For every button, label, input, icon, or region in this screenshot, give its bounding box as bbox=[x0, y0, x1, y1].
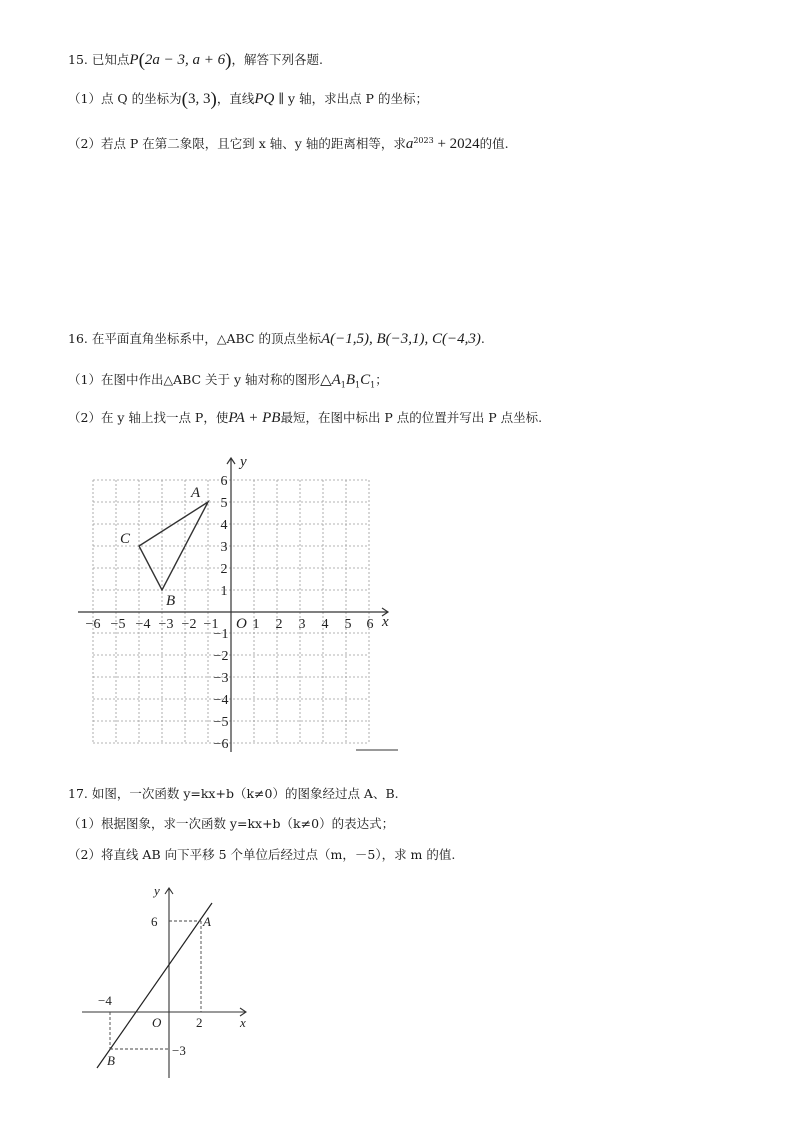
x-tick-label: 6 bbox=[366, 617, 374, 632]
axes bbox=[82, 888, 246, 1078]
x-tick-label: −3 bbox=[158, 617, 174, 632]
point-label-a: A bbox=[191, 485, 201, 501]
x-tick-label: −6 bbox=[85, 617, 101, 632]
y-tick-label: −4 bbox=[213, 693, 229, 708]
q15-part2: （2）若点 P 在第二象限，且它到 x 轴、y 轴的距离相等，求$a^{2023} + 2024$的值. bbox=[68, 136, 509, 153]
x-tick-label: 5 bbox=[344, 617, 352, 632]
x-tick-label: −5 bbox=[110, 617, 126, 632]
graph-label-neg3: −3 bbox=[172, 1043, 186, 1058]
y-tick-label: −6 bbox=[213, 737, 229, 752]
y-tick-label: −2 bbox=[213, 649, 229, 664]
graph-label-6: 6 bbox=[151, 914, 158, 929]
q15-stem: 15. 已知点P(2a − 3, a + 6)，解答下列各题. bbox=[68, 50, 323, 71]
y-axis-label: y bbox=[240, 454, 247, 470]
q17-linear-function-graph bbox=[75, 875, 270, 1085]
q17-part1: （1）根据图象，求一次函数 y=kx+b（k≠0）的表达式； bbox=[68, 816, 395, 831]
y-tick-label: 6 bbox=[220, 474, 228, 489]
q16-part1: （1）在图中作出△ABC 关于 y 轴对称的图形$\triangle A_1B_1C_1$； bbox=[68, 372, 388, 390]
graph-label-2: 2 bbox=[196, 1015, 203, 1030]
y-tick-label: −1 bbox=[213, 627, 229, 642]
point-label-b: B bbox=[166, 593, 176, 609]
graph-x-label: x bbox=[240, 1015, 246, 1030]
x-tick-label: 3 bbox=[298, 617, 306, 632]
x-tick-label: 2 bbox=[275, 617, 283, 632]
origin-label: O bbox=[236, 616, 247, 632]
x-tick-label: 1 bbox=[252, 617, 260, 632]
y-tick-label: 4 bbox=[220, 518, 228, 533]
q15-part1: （1）点 Q 的坐标为(3, 3)，直线PQ ∥ y 轴，求出点 P 的坐标； bbox=[68, 89, 428, 110]
y-tick-label: 2 bbox=[220, 562, 228, 577]
x-tick-label: 4 bbox=[321, 617, 329, 632]
x-tick-label: −2 bbox=[181, 617, 197, 632]
x-tick-label: −1 bbox=[203, 617, 219, 632]
q16-coordinate-grid bbox=[70, 448, 410, 758]
y-tick-label: −3 bbox=[213, 671, 229, 686]
graph-y-label: y bbox=[154, 883, 160, 898]
graph-label-a: A bbox=[203, 914, 211, 929]
y-tick-label: 3 bbox=[220, 540, 228, 555]
q17-part2: （2）将直线 AB 向下平移 5 个单位后经过点（m，－5），求 m 的值. bbox=[68, 847, 456, 862]
point-label-c: C bbox=[120, 531, 131, 547]
y-tick-label: −5 bbox=[213, 715, 229, 730]
y-tick-label: 5 bbox=[220, 496, 228, 511]
q16-stem: 16. 在平面直角坐标系中，△ABC 的顶点坐标A(−1,5), B(−3,1), C(−4,3). bbox=[68, 331, 485, 347]
x-axis-label: x bbox=[382, 614, 389, 630]
y-tick-label: 1 bbox=[220, 584, 228, 599]
x-tick-label: −4 bbox=[135, 617, 151, 632]
q17-stem: 17. 如图，一次函数 y=kx+b（k≠0）的图象经过点 A、B. bbox=[68, 786, 399, 801]
graph-label-b: B bbox=[107, 1053, 115, 1068]
q16-part2: （2）在 y 轴上找一点 P，使PA + PB最短，在图中标出 P 点的位置并写出 P 点坐标. bbox=[68, 410, 543, 426]
graph-origin-label: O bbox=[152, 1015, 162, 1030]
graph-label-neg4: −4 bbox=[98, 993, 112, 1008]
